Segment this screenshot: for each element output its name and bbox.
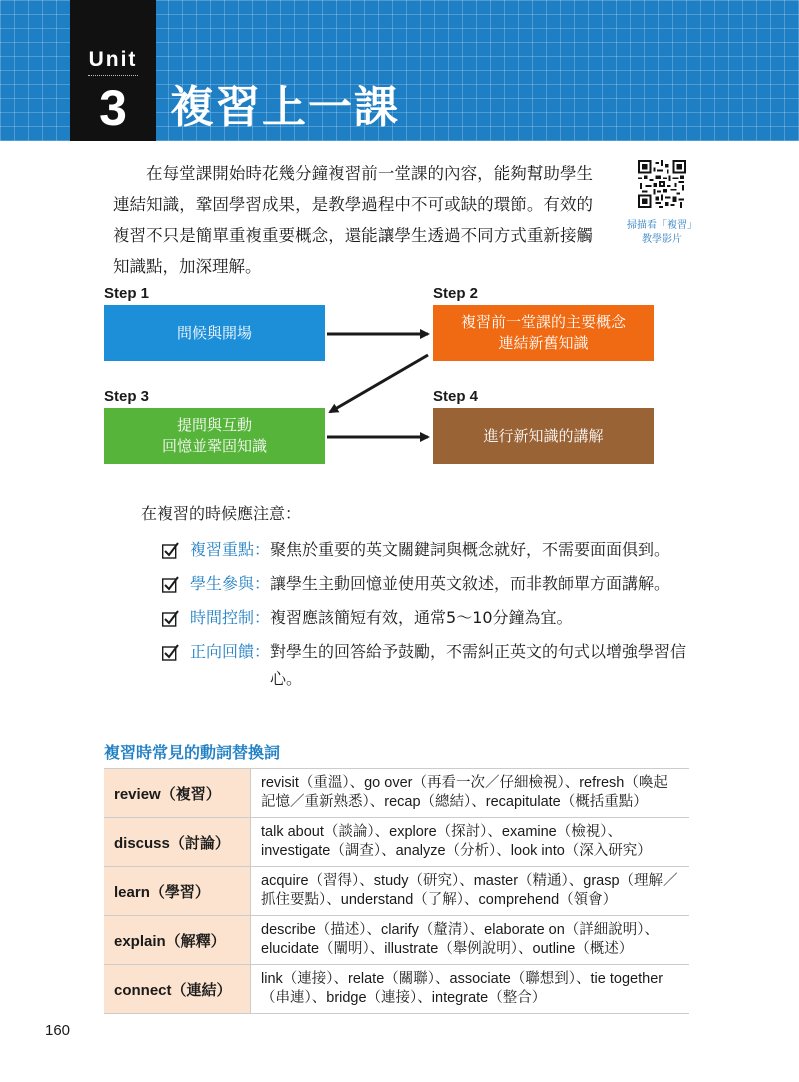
unit-badge [70,0,156,141]
unit-label: Unit [88,48,138,71]
step-3-label: Step 3 [104,388,150,405]
note-text: 複習應該簡短有效，通常5～10分鐘為宜。 [270,608,573,627]
verb-cell: learn（學習） [104,867,251,916]
unit-number: 3 [99,80,127,136]
note-item [162,570,707,597]
intro-paragraph: 在每堂課開始時花幾分鐘複習前一堂課的內容，能夠幫助學生連結知識，鞏固學習成果，是教學過程中不可或缺的環節。有效的複習不只是簡單重複重要概念，還能讓學生透過不同方式重新接觸知識點，加深理解。 [113,164,593,276]
note-text: 聚焦於重要的英文關鍵詞與概念就好，不需要面面俱到。 [270,540,671,559]
section-heading: 複習時常見的動詞替換詞 [104,743,281,762]
notes-list [162,536,707,699]
step-1-box: 問候與開場 [104,305,325,361]
checkbox-checked-icon [162,644,179,661]
step-3-box: 提問與互動 回憶並鞏固知識 [104,408,325,464]
arrow-step2-to-step3 [330,355,428,412]
verb-cell: explain（解釋） [104,916,251,965]
verb-cell: review（複習） [104,769,251,818]
table-row [104,965,689,1014]
note-item [162,638,707,692]
verb-cell: connect（連結） [104,965,251,1014]
page-title: 複習上一課 [170,82,400,133]
checkbox-checked-icon [162,610,179,627]
note-text: 對學生的回答給予鼓勵，不需糾正英文的句式以增強學習信心。 [270,642,687,688]
step-1-label: Step 1 [104,285,150,302]
note-term: 學生參與： [190,574,271,593]
synonyms-cell: link（連接）、relate（關聯）、associate（聯想到）、tie together（串連）、bridge（連接）、integrate（整合） [251,965,690,1014]
step-2-label: Step 2 [433,285,479,302]
qr-code-icon[interactable] [638,160,686,208]
step-2-box: 複習前一堂課的主要概念 連結新舊知識 [433,305,654,361]
page-number: 160 [45,1022,71,1039]
synonyms-cell: talk about（談論）、explore（探討）、examine（檢視）、investigate（調查）、analyze（分析）、look into（深入研究） [251,818,690,867]
step-4-box: 進行新知識的講解 [433,408,654,464]
step-4-label: Step 4 [433,388,479,405]
notes-lead: 在複習的時候應注意： [141,504,302,523]
table-row [104,818,689,867]
table-row [104,769,689,818]
verb-synonym-table [104,768,689,1014]
synonyms-cell: describe（描述）、clarify（釐清）、elaborate on（詳細說明）、elucidate（闡明）、illustrate（舉例說明）、outline（概述） [251,916,690,965]
synonyms-cell: revisit（重溫）、go over（再看一次／仔細檢視）、refresh（喚起記憶／重新熟悉）、recap（總結）、recapitulate（概括重點） [251,769,690,818]
note-text: 讓學生主動回憶並使用英文敘述，而非教師單方面講解。 [270,574,671,593]
note-term: 複習重點： [190,540,271,559]
synonyms-cell: acquire（習得）、study（研究）、master（精通）、grasp（理解／抓住要點）、understand（了解）、comprehend（領會） [251,867,690,916]
note-item [162,536,707,563]
note-item [162,604,707,631]
checkbox-checked-icon [162,576,179,593]
note-term: 時間控制： [190,608,271,627]
qr-caption: 掃描看「複習」 教學影片 [627,220,697,245]
verb-cell: discuss（討論） [104,818,251,867]
checkbox-checked-icon [162,542,179,559]
note-term: 正向回饋： [190,642,271,661]
table-row [104,867,689,916]
table-row [104,916,689,965]
